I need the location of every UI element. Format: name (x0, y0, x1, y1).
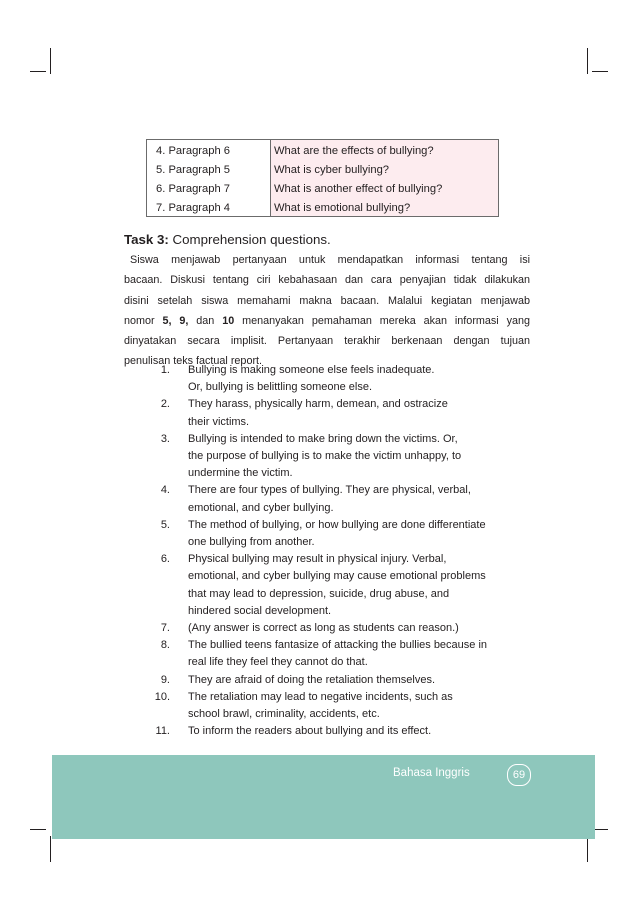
question-column (270, 140, 498, 216)
paragraph-cell: 4. Paragraph 6 (156, 145, 231, 157)
answer-number: 11. (155, 725, 170, 738)
answer-item (150, 672, 530, 689)
answer-number: 3. (160, 432, 170, 445)
question-numbers: 10 (222, 314, 235, 327)
answer-number: 1. (160, 364, 170, 376)
answer-item (150, 482, 530, 516)
answer-item (150, 551, 530, 620)
answer-number: 2. (160, 398, 170, 411)
crop-mark (50, 48, 51, 74)
instruction-line: bacaan. Diskusi tentang ciri kebahasaan dan cara penyajian tidak dilakukan (124, 274, 530, 287)
answer-line: They are afraid of doing the retaliation themselves. (188, 673, 436, 686)
answer-line: emotional, and cyber bullying. (188, 501, 334, 514)
answer-line: emotional, and cyber bullying may cause emotional problems (188, 570, 486, 583)
answer-number: 6. (160, 553, 170, 566)
instruction-line: dinyatakan secara implisit. Pertanyaan terakhir berkenaan dengan tujuan (124, 335, 530, 348)
answer-line: To inform the readers about bullying and its effect. (188, 725, 432, 738)
paragraph-cell: 6. Paragraph 7 (156, 183, 231, 195)
answer-number: 10. (154, 690, 170, 703)
task-label: Task 3: (124, 232, 169, 247)
question-cell: What is another effect of bullying? (274, 183, 443, 195)
answer-line: undermine the victim. (188, 467, 293, 480)
answer-item (150, 362, 530, 396)
instruction-line: Siswa menjawab pertanyaan untuk mendapatkan informasi tentang isi (130, 254, 530, 266)
answer-line: Bullying is making someone else feels inadequate. (188, 364, 435, 376)
answer-number: 4. (160, 484, 170, 497)
task-heading (124, 232, 331, 247)
question-cell: What is cyber bullying? (274, 164, 390, 176)
answer-line: Physical bullying may result in physical injury. Verbal, (188, 553, 447, 566)
answer-line: Or, bullying is belittling someone else. (188, 381, 373, 394)
crop-mark (587, 836, 588, 862)
answer-item (150, 396, 530, 430)
task-instructions (124, 250, 530, 372)
answer-number: 9. (160, 673, 170, 686)
answer-item (150, 431, 530, 483)
answer-line: The retaliation may lead to negative incidents, such as (188, 690, 453, 703)
answer-line: school brawl, criminality, accidents, etc. (188, 708, 380, 721)
crop-mark (592, 71, 608, 72)
answer-line: the purpose of bullying is to make the victim unhappy, to (188, 450, 462, 463)
answer-line: The bullied teens fantasize of attacking the bullies because in (188, 639, 488, 652)
instruction-text: nomor (124, 314, 163, 327)
instruction-line (124, 311, 530, 331)
crop-mark (587, 48, 588, 74)
crop-mark (30, 71, 46, 72)
answer-line: Bullying is intended to make bring down the victims. Or, (188, 432, 458, 445)
answer-number: 7. (160, 622, 170, 635)
answer-line: They harass, physically harm, demean, and ostracize (188, 398, 448, 411)
answer-line: The method of bullying, or how bullying are done differentiate (188, 518, 486, 531)
answer-list (150, 362, 530, 740)
answer-line: that may lead to depression, suicide, drug abuse, and (188, 587, 450, 600)
answer-line: one bullying from another. (188, 536, 315, 549)
answer-line: hindered social development. (188, 604, 332, 617)
answer-number: 5. (160, 518, 170, 531)
answer-line: their victims. (188, 415, 250, 428)
question-cell: What are the effects of bullying? (274, 145, 434, 157)
instruction-line: disini setelah siswa memahami makna bacaan. Malalui kegiatan menjawab (124, 294, 530, 307)
answer-item (150, 517, 530, 551)
answer-item (150, 689, 530, 723)
question-numbers: 5, 9, (162, 314, 189, 327)
paragraph-column (147, 140, 270, 216)
question-cell: What is emotional bullying? (274, 202, 411, 214)
answer-item (150, 637, 530, 671)
answer-item (150, 620, 530, 637)
instruction-text: menanyakan pemahaman mereka akan informasi yang (234, 314, 531, 327)
crop-mark (30, 829, 46, 830)
answer-line: There are four types of bullying. They are physical, verbal, (188, 484, 471, 497)
paragraph-cell: 5. Paragraph 5 (156, 164, 231, 176)
instruction-text: dan (188, 314, 223, 327)
paragraph-cell: 7. Paragraph 4 (156, 202, 231, 214)
instruction-line: penulisan teks factual report. (124, 355, 263, 368)
paragraph-matching-table (146, 139, 499, 217)
answer-item (150, 723, 530, 740)
page-number: 69 (507, 764, 531, 786)
answer-line: (Any answer is correct as long as students can reason.) (188, 622, 459, 635)
answer-line: real life they feel they cannot do that. (188, 656, 368, 669)
book-title: Bahasa Inggris (393, 767, 470, 779)
crop-mark (50, 836, 51, 862)
answer-number: 8. (160, 639, 170, 652)
task-title: Comprehension questions. (172, 232, 331, 247)
